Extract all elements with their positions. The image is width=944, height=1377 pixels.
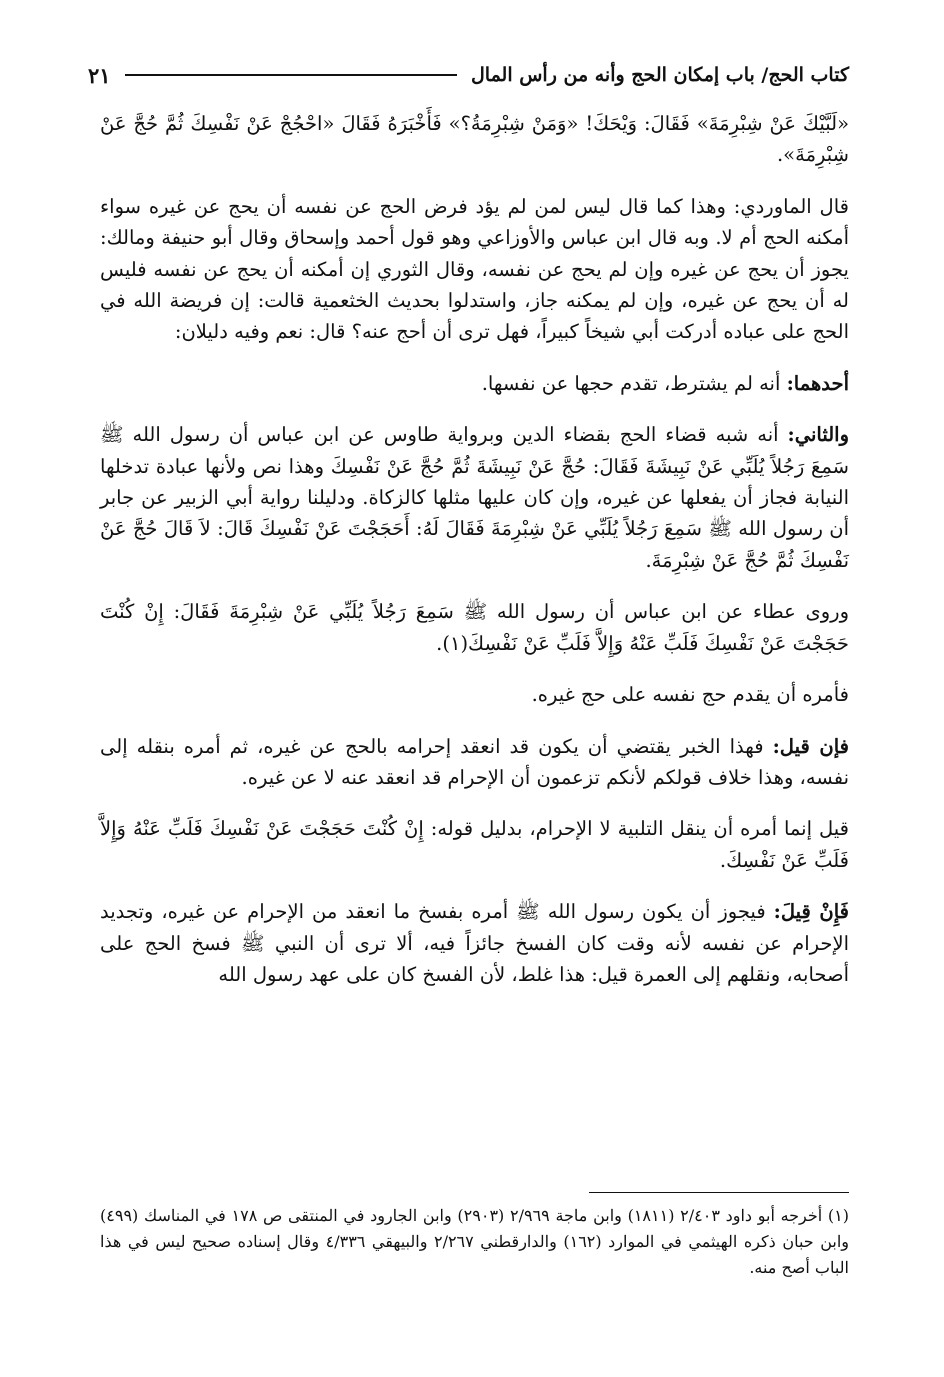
paragraph — [100, 679, 849, 710]
chapter-title: كتاب الحج/ باب إمكان الحج وأنه من رأس المال — [470, 64, 849, 86]
paragraph-lead: والثاني: — [787, 423, 849, 447]
paragraph — [100, 368, 849, 399]
main-text — [100, 108, 849, 1010]
page-header — [88, 58, 849, 92]
paragraph-text: أنه شبه قضاء الحج بقضاء الدين وبرواية طاوس عن ابن عباس أن رسول الله ﷺ سَمِعَ رَجُلاً يُلَبِّي عَنْ نَبِيشَةَ فَقَالَ: حُجَّ عَنْ نَبِيشَةَ ثُمَّ حُجَّ عَنْ نَفْسِكَ وهذا نص ولأنها عبادة تدخلها النيابة فجاز أن يفعلها عن غيره، وإن كان عليها مثلها كالزكاة. ودليلنا رواية أبي الزبير عن جابر أن رسول الله ﷺ سَمِعَ رَجُلاً يُلَبِّي عَنْ شِبْرِمَةَ فَقَالَ لَهُ: أَحَجَجْتَ عَنْ نَفْسِكَ قَالَ: لاَ قَالَ حُجَّ عَنْ نَفْسِكَ ثُمَّ حُجَّ عَنْ شِبْرِمَةَ. — [100, 423, 849, 572]
paragraph — [100, 813, 849, 876]
paragraph — [100, 896, 849, 990]
paragraph — [100, 596, 849, 659]
paragraph-text: وروى عطاء عن ابن عباس أن رسول الله ﷺ سَمِعَ رَجُلاً يُلَبِّي عَنْ شِبْرِمَةَ فَقَالَ: إِنْ كُنْتَ حَجَجْتَ عَنْ نَفْسِكَ فَلَبِّ عَنْهُ وَإِلاَّ فَلَبِّ عَنْ نَفْسِكَ(١). — [100, 600, 849, 655]
paragraph-lead: أحدهما: — [786, 371, 849, 395]
paragraph — [100, 731, 849, 794]
page-number: ٢١ — [88, 62, 111, 88]
paragraph-lead: فإن قيل: — [772, 734, 849, 758]
paragraph-text: أنه لم يشترط، تقدم حجها عن نفسها. — [481, 371, 787, 395]
paragraph-lead: فَإِنْ قِيلَ: — [773, 900, 850, 924]
footnotes — [100, 1203, 849, 1281]
paragraph-text: فهذا الخبر يقتضي أن يكون قد انعقد إحرامه بالحج عن غيره، ثم أمره بنقله إلى نفسه، وهذا خلاف قولكم لأنكم تزعمون أن الإحرام قد انعقد عنه لا عن غيره. — [100, 734, 849, 789]
paragraph — [100, 419, 849, 576]
paragraph-text: «لَبَّيْكَ عَنْ شِبْرِمَةَ» فَقَالَ: وَيْحَكَ! «وَمَنْ شِبْرِمَةُ؟» فَأَخْبَرَهُ فَقَالَ «احْجُجْ عَنْ نَفْسِكَ ثُمَّ حُجَّ عَنْ شِبْرِمَةَ». — [100, 112, 849, 167]
header-rule — [125, 74, 457, 76]
footnote-divider — [589, 1192, 849, 1193]
footnote: (١) أخرجه أبو داود ٢/٤٠٣ (١٨١١) وابن ماجة ٢/٩٦٩ (٢٩٠٣) وابن الجارود في المنتقى ص ١٧٨ في المناسك (٤٩٩) وابن حبان ذكره الهيثمي في الموارد (١٦٢) والدارقطني ٢/٢٦٧ والبيهقي ٤/٣٣٦ وقال إسناده صحيح ليس في هذا الباب أصح منه. — [100, 1206, 850, 1277]
paragraph-text: فأمره أن يقدم حج نفسه على حج غيره. — [531, 683, 849, 707]
paragraph — [100, 108, 849, 171]
paragraph-text: فيجوز أن يكون رسول الله ﷺ أمره بفسخ ما انعقد من الإحرام عن غيره، وتجديد الإحرام عن نفسه لأنه وقت كان الفسخ جائزاً فيه، ألا ترى أن النبي ﷺ فسخ الحج على أصحابه، ونقلهم إلى العمرة قيل: هذا غلط، لأن الفسخ كان على عهد رسول الله — [100, 900, 849, 986]
paragraph-text: قيل إنما أمره أن ينقل التلبية لا الإحرام، بدليل قوله: إِنْ كُنْتَ حَجَجْتَ عَنْ نَفْسِكَ فَلَبِّ عَنْهُ وَإِلاَّ فَلَبِّ عَنْ نَفْسِكَ. — [100, 817, 849, 872]
paragraph — [100, 191, 849, 348]
paragraph-text: قال الماوردي: وهذا كما قال ليس لمن لم يؤد فرض الحج عن نفسه أن يحج عن غيره سواء أمكنه الحج أم لا. وبه قال ابن عباس والأوزاعي وهو قول أحمد وإسحاق وقال أبو حنيفة ومالك: يجوز أن يحج عن غيره وإن لم يحج عن نفسه، وقال الثوري إن أمكنه أن يحج عن نفسه فليس له أن يحج عن غيره، وإن لم يمكنه جاز، واستدلوا بحديث الخثعمية قالت: إن فريضة الله في الحج على عباده أدركت أبي شيخاً كبيراً، فهل ترى أن أحج عنه؟ قال: نعم وفيه دليلان: — [100, 194, 849, 344]
